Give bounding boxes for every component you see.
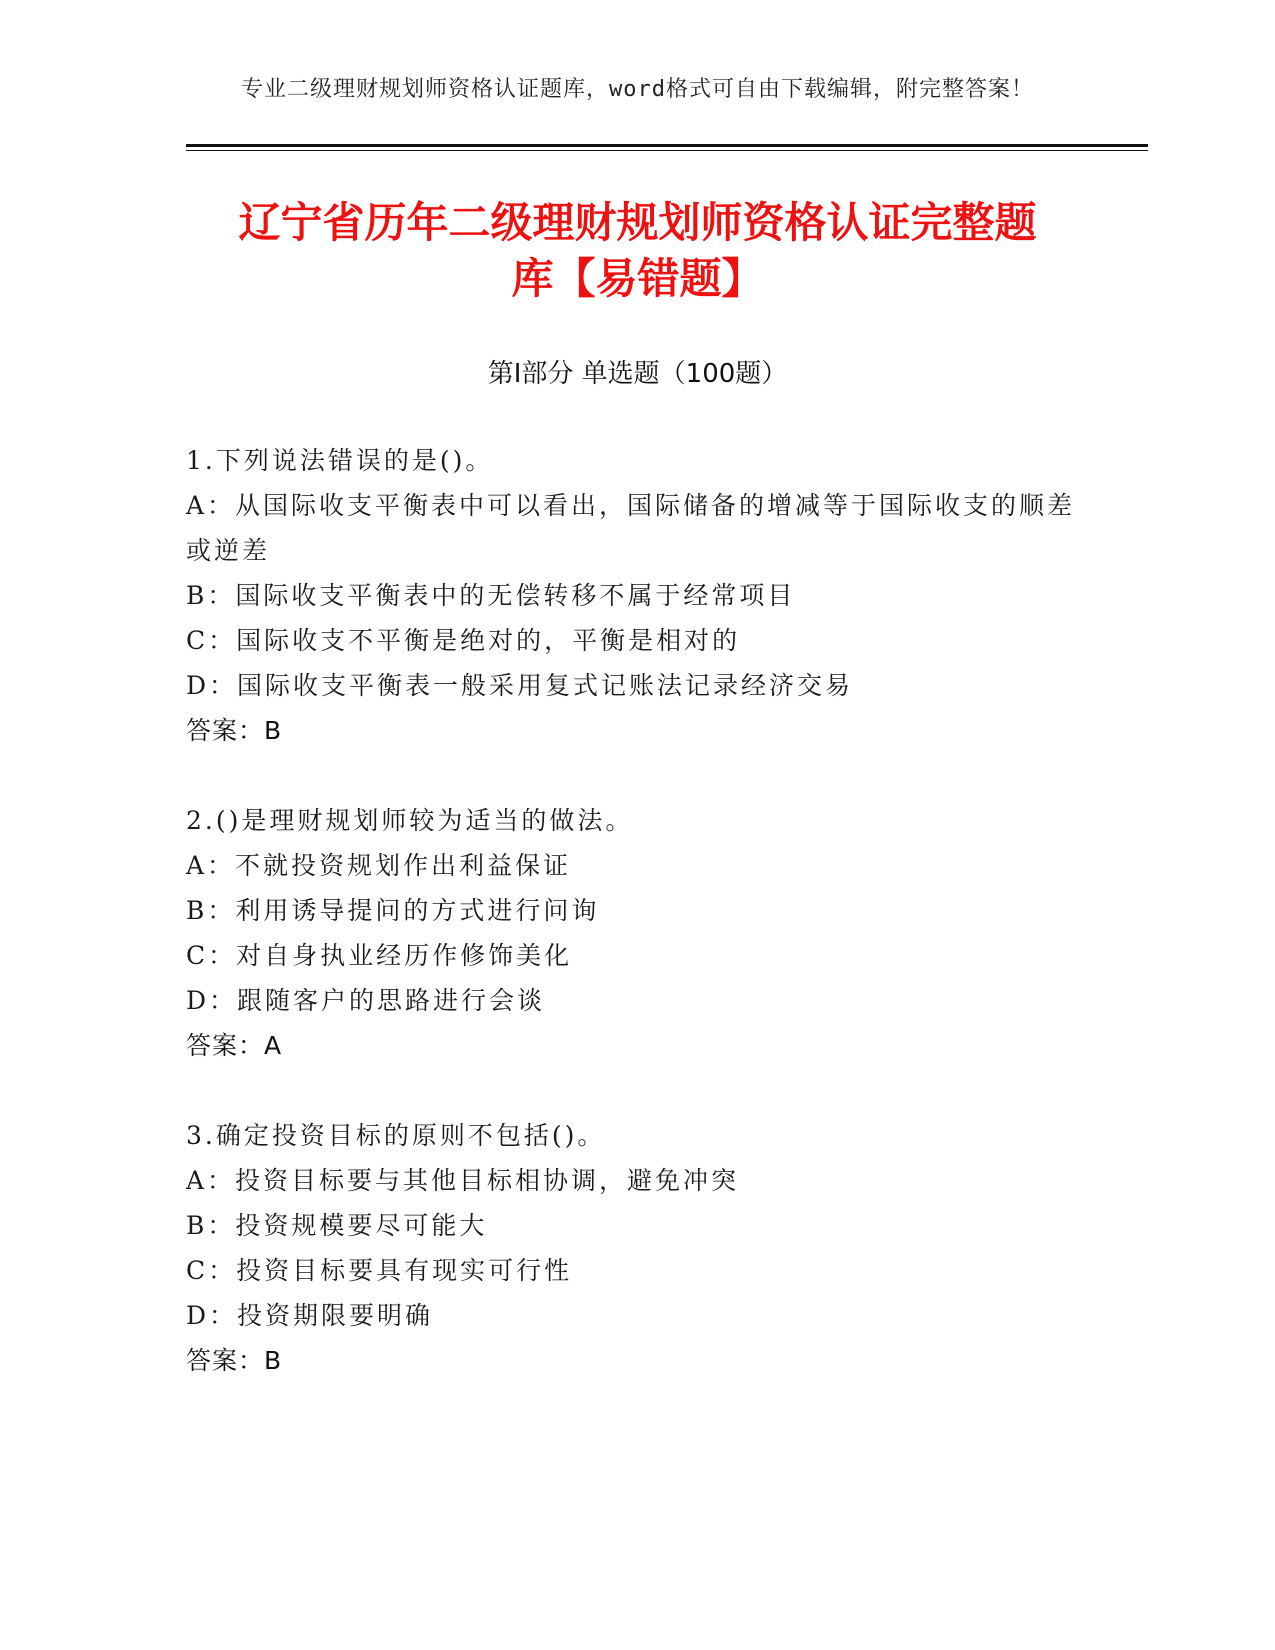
question-list <box>186 438 1086 1428</box>
option-c: C：国际收支不平衡是绝对的，平衡是相对的 <box>186 626 741 655</box>
option-a: A：从国际收支平衡表中可以看出，国际储备的增减等于国际收支的顺差或逆差 <box>186 491 1076 565</box>
answer-line: 答案：B <box>186 716 283 745</box>
document-title-line-2: 库【易错题】 <box>511 254 764 303</box>
document-title <box>160 195 1115 307</box>
header-divider-thin <box>186 150 1148 151</box>
question-stem: 3.确定投资目标的原则不包括()。 <box>186 1121 606 1150</box>
option-c: C：对自身执业经历作修饰美化 <box>186 941 573 970</box>
option-b: B：利用诱导提问的方式进行问询 <box>186 896 600 925</box>
answer-line: 答案：B <box>186 1346 283 1375</box>
option-b: B：投资规模要尽可能大 <box>186 1211 488 1240</box>
option-a: A：投资目标要与其他目标相协调，避免冲突 <box>186 1166 740 1195</box>
option-d: D：投资期限要明确 <box>186 1301 434 1330</box>
option-d: D：国际收支平衡表一般采用复式记账法记录经济交易 <box>186 671 854 700</box>
option-a: A：不就投资规划作出利益保证 <box>186 851 572 880</box>
option-c: C：投资目标要具有现实可行性 <box>186 1256 573 1285</box>
document-title-line-1: 辽宁省历年二级理财规划师资格认证完整题 <box>238 198 1037 247</box>
question-stem: 1.下列说法错误的是()。 <box>186 446 494 475</box>
answer-line: 答案：A <box>186 1031 283 1060</box>
question-stem: 2.()是理财规划师较为适当的做法。 <box>186 806 634 835</box>
section-title: 第Ⅰ部分 单选题（100题） <box>487 359 788 389</box>
question-item <box>186 1113 1086 1384</box>
question-item <box>186 798 1086 1069</box>
option-b: B：国际收支平衡表中的无偿转移不属于经常项目 <box>186 581 796 610</box>
header-note: 专业二级理财规划师资格认证题库，word格式可自由下载编辑，附完整答案！ <box>241 77 1034 102</box>
header-divider <box>186 144 1148 147</box>
question-item <box>186 438 1086 754</box>
option-d: D：跟随客户的思路进行会谈 <box>186 986 546 1015</box>
